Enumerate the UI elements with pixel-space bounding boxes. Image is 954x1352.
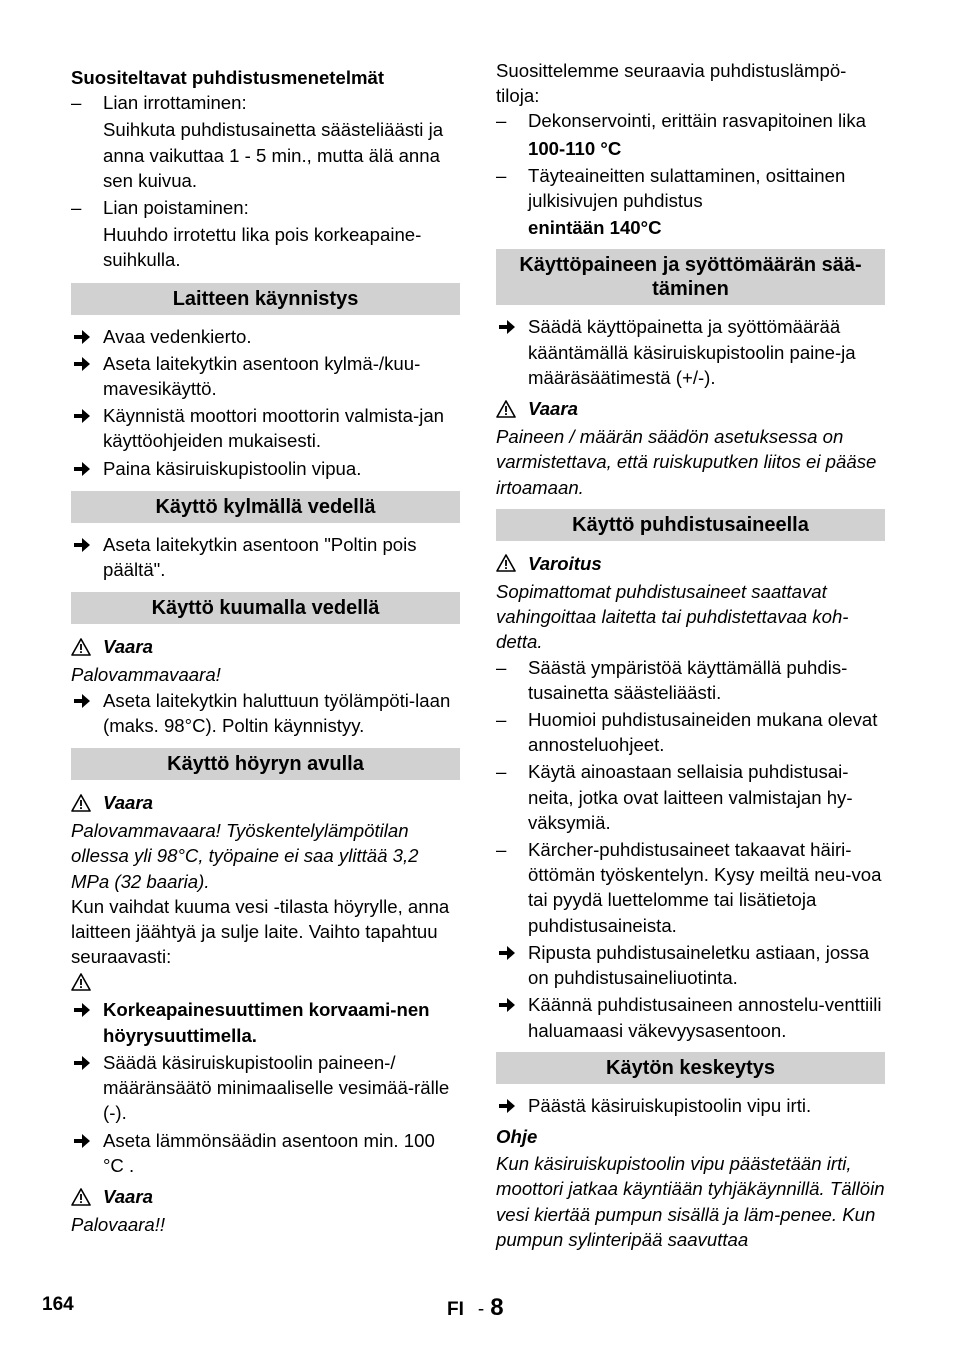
arrow-right-icon (73, 407, 91, 425)
warning-text: Paineen / määrän säädön asetuksessa on varmistettava, että ruiskuputken liitos ei pääse irtoamaan. (496, 426, 877, 498)
paragraph: Suihkuta puhdistusainetta säästeliäästi ja anna vaikuttaa 1 - 5 min., mutta älä anna sen kuivua. (103, 119, 444, 191)
list-item-text: Säädä käyttöpainetta ja syöttömäärää kääntämällä käsiruiskupistoolin paine-ja määräsäätimestä (+/-). (528, 316, 856, 388)
list-item-text: Päästä käsiruiskupistoolin vipu irti. (528, 1094, 812, 1116)
list-item (71, 195, 460, 220)
list-item (71, 324, 460, 349)
list-item (71, 351, 460, 401)
section-heading-cold: Käyttö kylmällä vedellä (71, 491, 460, 523)
list-item (71, 532, 460, 582)
dash-marker: – (71, 92, 82, 114)
warning-label-text: Vaara (103, 1185, 153, 1207)
list-item-text: Kärcher-puhdistusaineet takaavat häiri-öttömän työskentelyn. Kysy meiltä neu-voa tai pyydä luettelomme tai lisätietoja puhdistusaineista. (528, 839, 882, 936)
warning-label (496, 396, 885, 421)
section-heading-detergent: Käyttö puhdistusaineella (496, 509, 885, 541)
caution-label-text: Varoitus (528, 552, 602, 574)
paragraph: Suosittelemme seuraavia puhdistuslämpö-tiloja: (496, 60, 847, 107)
warning-icon (496, 554, 516, 572)
note-text: Kun käsiruiskupistoolin vipu päästetään irti, moottori jatkaa käyntiään tyhjäkäynnillä. Tällöin vesi kiertää pumpun sisällä ja läm-penee. Kun pumpun sylinteripää saavuttaa (496, 1153, 885, 1250)
warning-text: Sopimattomat puhdistusaineet saattavat vahingoittaa laitetta tai puhdistettavaa koh-detta. (496, 581, 849, 653)
warning-icon (71, 794, 91, 812)
list-item (71, 90, 460, 115)
list-item-text: Dekonservointi, erittäin rasvapitoinen lika (528, 110, 866, 132)
dash-marker: – (496, 164, 507, 186)
warning-text: Palovammavaara! (71, 664, 221, 686)
warning-icon (71, 638, 91, 656)
right-column (496, 58, 885, 1252)
arrow-right-icon (73, 536, 91, 554)
paragraph: Kun vaihdat kuuma vesi -tilasta höyrylle, anna laitteen jäähtyä ja sulje laite. Vaihto tapahtuu seuraavasti: (71, 895, 450, 968)
warning-label (71, 634, 460, 659)
page-footer-section (447, 1294, 504, 1322)
list-item-text: Säädä käsiruiskupistoolin paineen-/ määränsäätö minimaaliselle vesimää-rälle (-). (103, 1051, 450, 1124)
caution-label (496, 551, 885, 576)
warning-icon (496, 400, 516, 418)
warning-label (71, 790, 460, 815)
dash-marker: – (496, 656, 507, 678)
warning-label (71, 1184, 460, 1209)
warning-icon (71, 1188, 91, 1206)
dash-marker: – (496, 761, 507, 783)
warning-label-text: Vaara (103, 792, 153, 814)
arrow-right-icon (73, 328, 91, 346)
list-item-text: Käynnistä moottori moottorin valmista-jan käyttöohjeiden mukaisesti. (103, 405, 445, 452)
section-number: 8 (490, 1294, 504, 1321)
list-item (496, 940, 885, 990)
list-item-text: Aseta laitekytkin haluttuun työlämpöti-laan (maks. 98°C). Poltin käynnistyy. (103, 689, 451, 736)
page-number: 164 (42, 1294, 74, 1315)
section-heading-pressure: Käyttöpaineen ja syöttömäärän sää-täminen (496, 249, 885, 305)
list-item-text: Paina käsiruiskupistoolin vipua. (103, 457, 362, 479)
dash-marker: – (496, 709, 507, 731)
arrow-right-icon (73, 1001, 91, 1019)
section-heading-hot: Käyttö kuumalla vedellä (71, 592, 460, 624)
list-item-text: Käännä puhdistusaineen annostelu-venttiili haluamaasi väkevyysasentoon. (528, 994, 882, 1041)
list-item (71, 456, 460, 481)
section-heading-steam: Käyttö höyryn avulla (71, 748, 460, 780)
language-code: FI (447, 1299, 464, 1320)
list-item-text: Huomioi puhdistusaineiden mukana olevat annosteluohjeet. (528, 709, 878, 756)
dash-marker: – (496, 110, 507, 132)
list-item-text: Avaa vedenkierto. (103, 325, 252, 347)
list-item-text: Ripusta puhdistusaineletku astiaan, jossa on puhdistusaineliuotinta. (528, 941, 870, 989)
list-item-text: Lian irrottaminen: (103, 92, 247, 114)
warning-icon-standalone (71, 973, 460, 991)
arrow-right-icon (498, 944, 516, 962)
list-item (71, 997, 460, 1047)
list-item-text: Säästä ympäristöä käyttämällä puhdis-tusainetta säästeliäästi. (528, 656, 848, 703)
separator: - (477, 1299, 485, 1320)
list-item (71, 1128, 460, 1178)
dash-marker: – (496, 839, 507, 861)
arrow-right-icon (498, 1097, 516, 1115)
list-item (71, 688, 460, 738)
paragraph: Huuhdo irrotettu lika pois korkeapaine-suihkulla. (103, 224, 422, 271)
warning-label-text: Vaara (528, 398, 578, 420)
section-heading-interrupt: Käytön keskeytys (496, 1052, 885, 1084)
arrow-right-icon (73, 355, 91, 373)
recommended-methods-title: Suositeltavat puhdistusmenetelmät (71, 67, 385, 88)
list-item-text: Käytä ainoastaan sellaisia puhdistusai-neita, jotka ovat laitteen valmistajan hy-väksymiä. (528, 761, 853, 833)
arrow-right-icon (73, 1132, 91, 1150)
list-item (496, 759, 885, 835)
start-steps (71, 324, 460, 481)
list-item (496, 108, 885, 133)
list-item (496, 992, 885, 1042)
list-item (496, 655, 885, 705)
left-column (71, 58, 460, 1237)
list-item-text: Korkeapainesuuttimen korvaami-nen höyrysuuttimella. (103, 999, 430, 1046)
list-item (496, 314, 885, 390)
arrow-right-icon (73, 460, 91, 478)
arrow-right-icon (498, 318, 516, 336)
arrow-right-icon (498, 996, 516, 1014)
warning-text: Palovaara!! (71, 1214, 166, 1236)
list-item (496, 707, 885, 757)
list-item-text: Aseta laitekytkin asentoon "Poltin pois päältä". (103, 533, 417, 581)
warning-icon (71, 973, 91, 991)
list-item-text: Aseta lämmönsäädin asentoon min. 100 °C . (103, 1129, 435, 1176)
temperature-value: 100-110 °C (528, 137, 622, 159)
list-item (71, 1050, 460, 1126)
warning-text: Palovammavaara! Työskentelylämpötilan ollessa yli 98°C, työpaine ei saa ylittää 3,2 MPa (32 baaria). (71, 820, 419, 892)
dash-marker: – (71, 197, 82, 219)
warning-label-text: Vaara (103, 636, 153, 658)
list-item-text: Aseta laitekytkin asentoon kylmä-/kuu-mavesikäyttö. (103, 352, 421, 400)
list-item-text: Täyteaineitten sulattaminen, osittainen julkisivujen puhdistus (528, 164, 846, 212)
note-label: Ohje (496, 1125, 538, 1147)
list-item (496, 1093, 885, 1118)
list-item (496, 837, 885, 938)
arrow-right-icon (73, 692, 91, 710)
list-item (71, 403, 460, 453)
list-item-text: Lian poistaminen: (103, 197, 249, 219)
section-heading-start: Laitteen käynnistys (71, 283, 460, 315)
temperature-value: enintään 140°C (528, 217, 662, 239)
list-item (496, 163, 885, 213)
arrow-right-icon (73, 1054, 91, 1072)
